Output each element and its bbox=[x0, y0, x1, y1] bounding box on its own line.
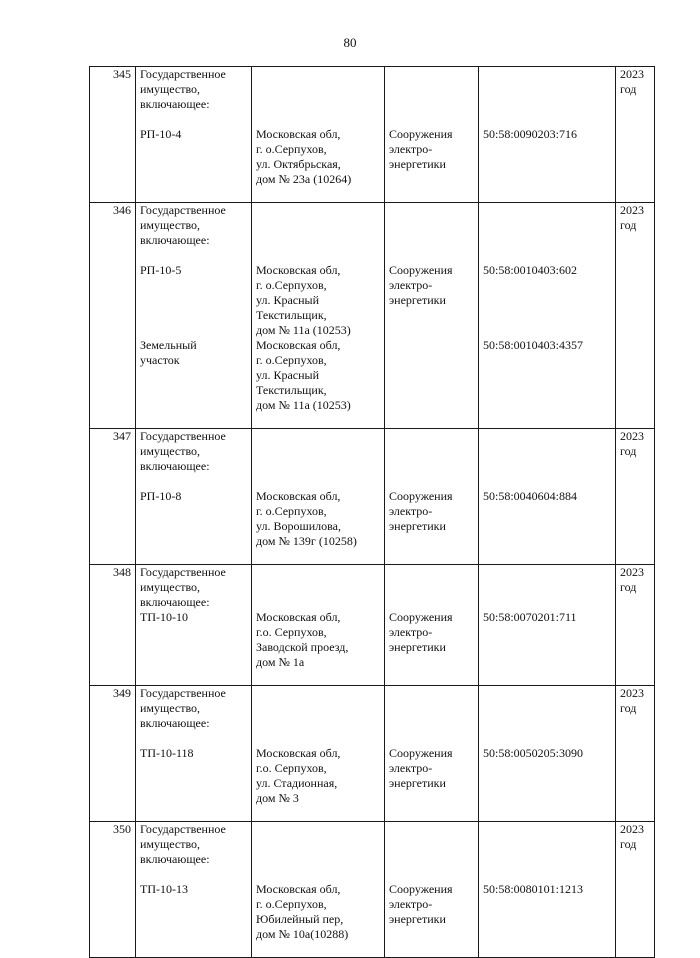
line-spacer bbox=[483, 640, 611, 655]
address-cell bbox=[252, 67, 385, 203]
line-spacer bbox=[256, 701, 380, 716]
object-kind-line: электро- bbox=[389, 897, 433, 911]
line-spacer bbox=[483, 731, 611, 746]
line-spacer bbox=[483, 203, 611, 218]
line-spacer bbox=[140, 308, 247, 323]
line-spacer bbox=[256, 686, 380, 701]
line-spacer bbox=[483, 761, 611, 776]
line-spacer bbox=[256, 112, 380, 127]
object-kind-cell bbox=[385, 686, 479, 822]
line-spacer bbox=[389, 806, 474, 821]
table-row bbox=[90, 686, 655, 822]
line-spacer bbox=[140, 278, 247, 293]
line-spacer bbox=[389, 82, 474, 97]
line-spacer bbox=[483, 474, 611, 489]
line-spacer bbox=[389, 338, 474, 353]
address-line: Текстильщик, bbox=[256, 383, 327, 397]
line-spacer bbox=[256, 444, 380, 459]
address-line: ул. Стадионная, bbox=[256, 776, 338, 790]
address-line: Текстильщик, bbox=[256, 308, 327, 322]
line-spacer bbox=[389, 429, 474, 444]
object-kind-cell bbox=[385, 429, 479, 565]
address-line: г.о. Серпухов, bbox=[256, 761, 327, 775]
line-spacer bbox=[140, 112, 247, 127]
line-spacer bbox=[389, 565, 474, 580]
line-spacer bbox=[483, 293, 611, 308]
line-spacer bbox=[256, 413, 380, 428]
line-spacer bbox=[483, 837, 611, 852]
year-line: год bbox=[620, 701, 637, 715]
address-line: Московская обл, bbox=[256, 338, 341, 352]
table-row bbox=[90, 203, 655, 429]
address-line: Московская обл, bbox=[256, 610, 341, 624]
line-spacer bbox=[140, 655, 247, 670]
table-row bbox=[90, 822, 655, 958]
line-spacer bbox=[389, 413, 474, 428]
address-line: дом № 11а (10253) bbox=[256, 323, 351, 337]
line-spacer bbox=[483, 97, 611, 112]
line-spacer bbox=[256, 822, 380, 837]
address-line: ул. Октябрьская, bbox=[256, 157, 341, 171]
line-spacer bbox=[389, 670, 474, 685]
object-title-line: имущество, bbox=[140, 837, 201, 851]
address-line: Московская обл, bbox=[256, 746, 341, 760]
line-spacer bbox=[256, 867, 380, 882]
line-spacer bbox=[140, 625, 247, 640]
cadastral-number-cell bbox=[479, 203, 616, 429]
object-kind-cell bbox=[385, 203, 479, 429]
line-spacer bbox=[483, 142, 611, 157]
line-spacer bbox=[389, 398, 474, 413]
cadastral-number-cell bbox=[479, 565, 616, 686]
line-spacer bbox=[140, 293, 247, 308]
line-spacer bbox=[389, 595, 474, 610]
line-spacer bbox=[483, 519, 611, 534]
address-line: дом № 10а(10288) bbox=[256, 927, 349, 941]
address-line: г. о.Серпухов, bbox=[256, 142, 327, 156]
cadastral-number: 50:58:0010403:4357 bbox=[483, 338, 584, 352]
item-name-line: участок bbox=[140, 353, 180, 367]
address-line: дом № 11а (10253) bbox=[256, 398, 351, 412]
line-spacer bbox=[256, 942, 380, 957]
object-title-line: включающее: bbox=[140, 97, 210, 111]
line-spacer bbox=[483, 655, 611, 670]
line-spacer bbox=[140, 761, 247, 776]
year-line: год bbox=[620, 444, 637, 458]
line-spacer bbox=[256, 670, 380, 685]
line-spacer bbox=[483, 248, 611, 263]
cadastral-number: 50:58:0010403:602 bbox=[483, 263, 578, 277]
object-kind-line: электро- bbox=[389, 625, 433, 639]
object-kind-line: энергетики bbox=[389, 519, 446, 533]
line-spacer bbox=[483, 701, 611, 716]
address-line: дом № 3 bbox=[256, 791, 299, 805]
line-spacer bbox=[256, 82, 380, 97]
item-name-line: ТП-10-118 bbox=[140, 746, 194, 760]
line-spacer bbox=[256, 474, 380, 489]
object-name-cell bbox=[136, 822, 252, 958]
object-title-line: Государственное bbox=[140, 203, 226, 217]
line-spacer bbox=[389, 731, 474, 746]
line-spacer bbox=[140, 791, 247, 806]
page-number: 80 bbox=[343, 35, 357, 50]
object-kind-line: энергетики bbox=[389, 912, 446, 926]
address-line: Московская обл, bbox=[256, 489, 341, 503]
line-spacer bbox=[389, 368, 474, 383]
object-name-cell bbox=[136, 565, 252, 686]
object-kind-line: электро- bbox=[389, 278, 433, 292]
object-kind-line: энергетики bbox=[389, 776, 446, 790]
item-name-line: ТП-10-10 bbox=[140, 610, 188, 624]
line-spacer bbox=[483, 383, 611, 398]
line-spacer bbox=[483, 157, 611, 172]
line-spacer bbox=[140, 413, 247, 428]
address-line: дом № 139г (10258) bbox=[256, 534, 357, 548]
table-row bbox=[90, 429, 655, 565]
line-spacer bbox=[256, 218, 380, 233]
line-spacer bbox=[140, 927, 247, 942]
line-spacer bbox=[483, 716, 611, 731]
address-line: г. о.Серпухов, bbox=[256, 504, 327, 518]
object-name-cell bbox=[136, 203, 252, 429]
object-title-line: включающее: bbox=[140, 852, 210, 866]
line-spacer bbox=[256, 852, 380, 867]
item-name-line: РП-10-5 bbox=[140, 263, 182, 277]
object-title-line: включающее: bbox=[140, 459, 210, 473]
line-spacer bbox=[389, 852, 474, 867]
cadastral-number-cell bbox=[479, 822, 616, 958]
line-spacer bbox=[140, 248, 247, 263]
address-line: Юбилейный пер, bbox=[256, 912, 344, 926]
row-number-cell bbox=[90, 565, 136, 686]
address-line: Заводской проезд, bbox=[256, 640, 349, 654]
line-spacer bbox=[389, 716, 474, 731]
object-name-cell bbox=[136, 67, 252, 203]
line-spacer bbox=[256, 806, 380, 821]
address-cell bbox=[252, 429, 385, 565]
object-kind-line: энергетики bbox=[389, 157, 446, 171]
line-spacer bbox=[483, 927, 611, 942]
object-title-line: Государственное bbox=[140, 686, 226, 700]
address-line: Московская обл, bbox=[256, 127, 341, 141]
cadastral-number: 50:58:0070201:711 bbox=[483, 610, 577, 624]
line-spacer bbox=[140, 368, 247, 383]
year-cell bbox=[616, 67, 655, 203]
line-spacer bbox=[256, 187, 380, 202]
object-name-cell bbox=[136, 686, 252, 822]
object-title-line: имущество, bbox=[140, 580, 201, 594]
line-spacer bbox=[256, 459, 380, 474]
object-kind-line: электро- bbox=[389, 504, 433, 518]
row-number-cell bbox=[90, 429, 136, 565]
line-spacer bbox=[389, 655, 474, 670]
year-line: год bbox=[620, 218, 637, 232]
row-number: 350 bbox=[113, 822, 131, 836]
year-cell bbox=[616, 686, 655, 822]
line-spacer bbox=[389, 353, 474, 368]
item-name-line: Земельный bbox=[140, 338, 197, 352]
line-spacer bbox=[483, 565, 611, 580]
object-kind-line: электро- bbox=[389, 761, 433, 775]
line-spacer bbox=[140, 398, 247, 413]
address-line: ул. Красный bbox=[256, 293, 320, 307]
line-spacer bbox=[483, 595, 611, 610]
line-spacer bbox=[483, 308, 611, 323]
cadastral-number-cell bbox=[479, 67, 616, 203]
line-spacer bbox=[256, 97, 380, 112]
line-spacer bbox=[140, 942, 247, 957]
year-line: 2023 bbox=[620, 429, 644, 443]
line-spacer bbox=[389, 474, 474, 489]
line-spacer bbox=[140, 897, 247, 912]
line-spacer bbox=[483, 852, 611, 867]
line-spacer bbox=[256, 429, 380, 444]
line-spacer bbox=[389, 580, 474, 595]
line-spacer bbox=[483, 822, 611, 837]
line-spacer bbox=[389, 837, 474, 852]
year-cell bbox=[616, 203, 655, 429]
object-title-line: включающее: bbox=[140, 595, 210, 609]
line-spacer bbox=[140, 323, 247, 338]
line-spacer bbox=[140, 157, 247, 172]
line-spacer bbox=[389, 172, 474, 187]
line-spacer bbox=[140, 142, 247, 157]
address-line: г. о.Серпухов, bbox=[256, 278, 327, 292]
object-title-line: имущество, bbox=[140, 82, 201, 96]
year-line: год bbox=[620, 580, 637, 594]
line-spacer bbox=[483, 398, 611, 413]
line-spacer bbox=[483, 112, 611, 127]
line-spacer bbox=[483, 686, 611, 701]
year-line: год bbox=[620, 837, 637, 851]
line-spacer bbox=[256, 580, 380, 595]
line-spacer bbox=[483, 82, 611, 97]
address-line: г. о.Серпухов, bbox=[256, 353, 327, 367]
year-line: год bbox=[620, 82, 637, 96]
row-number: 346 bbox=[113, 203, 131, 217]
item-name-line: РП-10-4 bbox=[140, 127, 182, 141]
line-spacer bbox=[483, 278, 611, 293]
object-name-cell bbox=[136, 429, 252, 565]
object-kind-line: Сооружения bbox=[389, 263, 453, 277]
object-kind-line: Сооружения bbox=[389, 127, 453, 141]
line-spacer bbox=[256, 203, 380, 218]
object-kind-line: энергетики bbox=[389, 640, 446, 654]
line-spacer bbox=[256, 233, 380, 248]
line-spacer bbox=[389, 927, 474, 942]
line-spacer bbox=[140, 519, 247, 534]
line-spacer bbox=[483, 323, 611, 338]
line-spacer bbox=[389, 791, 474, 806]
line-spacer bbox=[389, 459, 474, 474]
line-spacer bbox=[140, 187, 247, 202]
address-line: ул. Красный bbox=[256, 368, 320, 382]
line-spacer bbox=[389, 549, 474, 564]
line-spacer bbox=[256, 549, 380, 564]
object-title-line: Государственное bbox=[140, 565, 226, 579]
year-cell bbox=[616, 565, 655, 686]
line-spacer bbox=[483, 549, 611, 564]
object-title-line: имущество, bbox=[140, 701, 201, 715]
line-spacer bbox=[389, 323, 474, 338]
object-title-line: имущество, bbox=[140, 218, 201, 232]
address-line: дом № 1а bbox=[256, 655, 305, 669]
line-spacer bbox=[256, 731, 380, 746]
object-title-line: включающее: bbox=[140, 716, 210, 730]
line-spacer bbox=[389, 383, 474, 398]
year-line: 2023 bbox=[620, 203, 644, 217]
line-spacer bbox=[140, 867, 247, 882]
object-kind-cell bbox=[385, 67, 479, 203]
object-title-line: имущество, bbox=[140, 444, 201, 458]
line-spacer bbox=[483, 444, 611, 459]
property-registry-table bbox=[89, 66, 655, 958]
line-spacer bbox=[140, 776, 247, 791]
row-number-cell bbox=[90, 203, 136, 429]
row-number-cell bbox=[90, 67, 136, 203]
line-spacer bbox=[389, 97, 474, 112]
line-spacer bbox=[483, 942, 611, 957]
line-spacer bbox=[389, 187, 474, 202]
line-spacer bbox=[389, 308, 474, 323]
line-spacer bbox=[256, 716, 380, 731]
line-spacer bbox=[483, 459, 611, 474]
object-kind-line: Сооружения bbox=[389, 610, 453, 624]
year-cell bbox=[616, 429, 655, 565]
address-line: г. о.Серпухов, bbox=[256, 897, 327, 911]
object-kind-line: энергетики bbox=[389, 293, 446, 307]
line-spacer bbox=[389, 67, 474, 82]
year-line: 2023 bbox=[620, 67, 644, 81]
line-spacer bbox=[140, 549, 247, 564]
object-title-line: Государственное bbox=[140, 429, 226, 443]
object-kind-line: электро- bbox=[389, 142, 433, 156]
registry-table-body bbox=[90, 67, 655, 958]
line-spacer bbox=[389, 112, 474, 127]
cadastral-number: 50:58:0050205:3090 bbox=[483, 746, 584, 760]
line-spacer bbox=[140, 912, 247, 927]
year-cell bbox=[616, 822, 655, 958]
item-name-line: ТП-10-13 bbox=[140, 882, 188, 896]
line-spacer bbox=[483, 867, 611, 882]
line-spacer bbox=[140, 731, 247, 746]
line-spacer bbox=[483, 534, 611, 549]
line-spacer bbox=[256, 837, 380, 852]
object-title-line: Государственное bbox=[140, 822, 226, 836]
line-spacer bbox=[483, 413, 611, 428]
address-line: г.о. Серпухов, bbox=[256, 625, 327, 639]
line-spacer bbox=[256, 595, 380, 610]
line-spacer bbox=[483, 233, 611, 248]
address-line: ул. Ворошилова, bbox=[256, 519, 341, 533]
year-line: 2023 bbox=[620, 686, 644, 700]
row-number: 349 bbox=[113, 686, 131, 700]
line-spacer bbox=[389, 686, 474, 701]
object-title-line: Государственное bbox=[140, 67, 226, 81]
line-spacer bbox=[140, 474, 247, 489]
address-cell bbox=[252, 203, 385, 429]
line-spacer bbox=[140, 670, 247, 685]
line-spacer bbox=[140, 640, 247, 655]
line-spacer bbox=[483, 504, 611, 519]
line-spacer bbox=[389, 867, 474, 882]
line-spacer bbox=[483, 172, 611, 187]
line-spacer bbox=[140, 504, 247, 519]
cadastral-number: 50:58:0040604:884 bbox=[483, 489, 578, 503]
address-cell bbox=[252, 686, 385, 822]
item-name-line: РП-10-8 bbox=[140, 489, 182, 503]
line-spacer bbox=[483, 625, 611, 640]
line-spacer bbox=[483, 353, 611, 368]
year-line: 2023 bbox=[620, 822, 644, 836]
row-number-cell bbox=[90, 822, 136, 958]
line-spacer bbox=[256, 248, 380, 263]
line-spacer bbox=[483, 912, 611, 927]
address-line: Московская обл, bbox=[256, 882, 341, 896]
row-number: 345 bbox=[113, 67, 131, 81]
line-spacer bbox=[483, 187, 611, 202]
address-cell bbox=[252, 822, 385, 958]
object-kind-line: Сооружения bbox=[389, 882, 453, 896]
object-title-line: включающее: bbox=[140, 233, 210, 247]
table-row bbox=[90, 67, 655, 203]
line-spacer bbox=[389, 248, 474, 263]
year-line: 2023 bbox=[620, 565, 644, 579]
line-spacer bbox=[140, 172, 247, 187]
row-number: 347 bbox=[113, 429, 131, 443]
address-cell bbox=[252, 565, 385, 686]
line-spacer bbox=[483, 67, 611, 82]
address-line: Московская обл, bbox=[256, 263, 341, 277]
line-spacer bbox=[483, 776, 611, 791]
line-spacer bbox=[389, 203, 474, 218]
row-number-cell bbox=[90, 686, 136, 822]
line-spacer bbox=[389, 534, 474, 549]
line-spacer bbox=[389, 942, 474, 957]
object-kind-cell bbox=[385, 565, 479, 686]
line-spacer bbox=[483, 368, 611, 383]
address-line: дом № 23а (10264) bbox=[256, 172, 352, 186]
line-spacer bbox=[140, 534, 247, 549]
line-spacer bbox=[256, 565, 380, 580]
table-row bbox=[90, 565, 655, 686]
line-spacer bbox=[483, 218, 611, 233]
line-spacer bbox=[140, 806, 247, 821]
line-spacer bbox=[256, 67, 380, 82]
line-spacer bbox=[389, 822, 474, 837]
object-kind-line: Сооружения bbox=[389, 489, 453, 503]
line-spacer bbox=[483, 897, 611, 912]
line-spacer bbox=[140, 383, 247, 398]
row-number: 348 bbox=[113, 565, 131, 579]
cadastral-number: 50:58:0080101:1213 bbox=[483, 882, 584, 896]
object-kind-cell bbox=[385, 822, 479, 958]
cadastral-number: 50:58:0090203:716 bbox=[483, 127, 578, 141]
cadastral-number-cell bbox=[479, 686, 616, 822]
line-spacer bbox=[389, 444, 474, 459]
line-spacer bbox=[483, 670, 611, 685]
line-spacer bbox=[483, 791, 611, 806]
cadastral-number-cell bbox=[479, 429, 616, 565]
line-spacer bbox=[483, 580, 611, 595]
line-spacer bbox=[389, 233, 474, 248]
line-spacer bbox=[483, 806, 611, 821]
line-spacer bbox=[389, 701, 474, 716]
line-spacer bbox=[483, 429, 611, 444]
line-spacer bbox=[389, 218, 474, 233]
object-kind-line: Сооружения bbox=[389, 746, 453, 760]
